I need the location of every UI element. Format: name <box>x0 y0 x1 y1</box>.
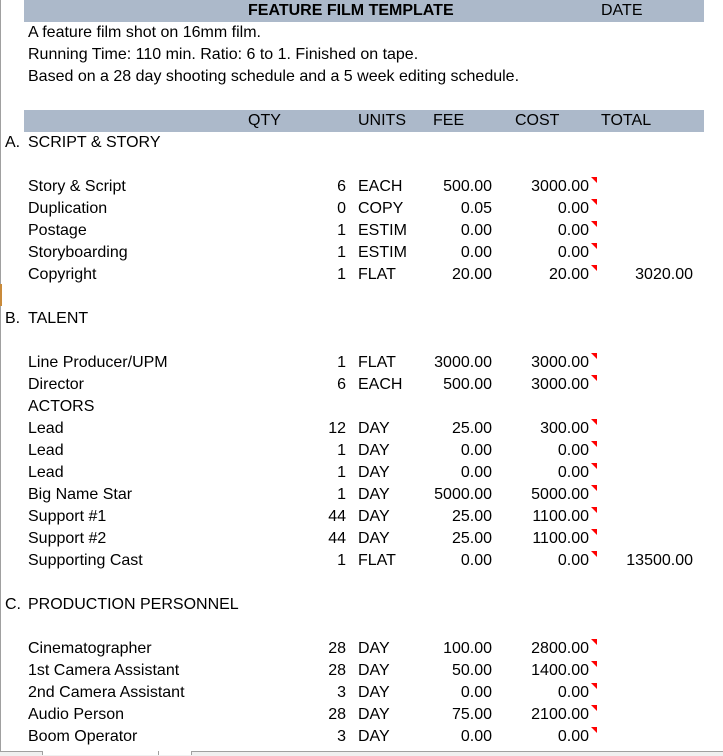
line-item-units[interactable]: EACH <box>358 376 403 393</box>
line-item-cost[interactable]: 2800.00 <box>531 640 589 657</box>
line-item-units[interactable]: DAY <box>358 508 390 525</box>
line-item-fee[interactable]: 0.00 <box>460 222 492 239</box>
line-item-units[interactable]: DAY <box>358 442 390 459</box>
line-item-total[interactable] <box>600 704 693 726</box>
comment-indicator-icon[interactable] <box>591 551 597 557</box>
line-item-name[interactable]: Audio Person <box>28 706 125 723</box>
line-item-total[interactable] <box>600 638 693 660</box>
line-item-qty[interactable]: 1 <box>337 222 346 239</box>
description-line-2[interactable]: Running Time: 110 min. Ratio: 6 to 1. Finished on tape. <box>28 46 419 63</box>
line-item-cost[interactable]: 0.00 <box>557 244 589 261</box>
line-item-units[interactable]: ESTIM <box>358 222 407 239</box>
line-item-fee[interactable]: 0.00 <box>460 552 492 569</box>
column-header-fee[interactable]: FEE <box>433 112 465 129</box>
comment-indicator-icon[interactable] <box>591 639 597 645</box>
line-item-total[interactable]: 13500.00 <box>626 552 693 569</box>
line-item-cost[interactable]: 1400.00 <box>531 662 589 679</box>
comment-indicator-icon[interactable] <box>591 727 597 733</box>
line-item-qty[interactable]: 6 <box>337 178 346 195</box>
line-item-qty[interactable]: 28 <box>328 640 346 657</box>
line-item-name[interactable]: 1st Camera Assistant <box>28 662 180 679</box>
line-item-qty[interactable]: 1 <box>337 464 346 481</box>
line-item-units[interactable]: FLAT <box>358 552 396 569</box>
comment-indicator-icon[interactable] <box>591 463 597 469</box>
line-item-cost[interactable]: 0.00 <box>557 464 589 481</box>
sheet-tab[interactable] <box>42 751 160 755</box>
line-item-total[interactable] <box>600 440 693 462</box>
line-item-qty[interactable]: 3 <box>337 684 346 701</box>
comment-indicator-icon[interactable] <box>591 353 597 359</box>
line-item-fee[interactable]: 3000.00 <box>434 354 492 371</box>
line-item-total[interactable] <box>600 176 693 198</box>
comment-indicator-icon[interactable] <box>591 529 597 535</box>
row-selection-marker <box>0 284 2 306</box>
line-item-qty[interactable]: 1 <box>337 552 346 569</box>
comment-indicator-icon[interactable] <box>591 375 597 381</box>
comment-indicator-icon[interactable] <box>591 243 597 249</box>
line-item-cost[interactable]: 3000.00 <box>531 354 589 371</box>
line-item-qty[interactable]: 28 <box>328 662 346 679</box>
line-item-name[interactable]: Cinematographer <box>28 640 152 657</box>
line-item-fee[interactable]: 0.00 <box>460 464 492 481</box>
sheet-title[interactable]: FEATURE FILM TEMPLATE <box>248 2 454 19</box>
line-item-units[interactable]: EACH <box>358 178 403 195</box>
column-header-total[interactable]: TOTAL <box>601 112 652 129</box>
line-item-qty[interactable] <box>300 396 346 418</box>
line-item-units[interactable]: DAY <box>358 486 390 503</box>
line-item-units[interactable]: DAY <box>358 420 390 437</box>
line-item-total[interactable] <box>600 484 693 506</box>
line-item-name[interactable]: Supporting Cast <box>28 552 143 569</box>
line-item-qty[interactable]: 12 <box>328 420 346 437</box>
line-item-fee[interactable]: 20.00 <box>451 266 492 283</box>
line-item-fee[interactable]: 50.00 <box>451 662 492 679</box>
line-item-qty[interactable]: 1 <box>337 354 346 371</box>
description-line-3[interactable]: Based on a 28 day shooting schedule and a 5 week editing schedule. <box>28 68 520 85</box>
line-item-units[interactable]: ESTIM <box>358 244 407 261</box>
section-title[interactable]: PRODUCTION PERSONNEL <box>28 596 239 613</box>
line-item-total[interactable] <box>600 242 693 264</box>
line-item-cost[interactable]: 5000.00 <box>531 486 589 503</box>
line-item-fee[interactable]: 25.00 <box>451 530 492 547</box>
line-item-name[interactable]: Director <box>28 376 85 393</box>
line-item-name[interactable]: ACTORS <box>28 398 95 415</box>
line-item-name[interactable]: Big Name Star <box>28 486 133 503</box>
line-item-name[interactable]: Lead <box>28 420 64 437</box>
date-label[interactable]: DATE <box>601 2 643 19</box>
line-item-name[interactable]: Support #1 <box>28 508 107 525</box>
sheet-tab-2[interactable] <box>158 751 192 755</box>
line-item-name[interactable]: Duplication <box>28 200 108 217</box>
line-item-total[interactable]: 3020.00 <box>635 266 693 283</box>
line-item-total[interactable] <box>600 682 693 704</box>
line-item-fee[interactable]: 0.00 <box>460 684 492 701</box>
line-item-cost[interactable]: 20.00 <box>548 266 589 283</box>
line-item-total[interactable] <box>600 462 693 484</box>
comment-indicator-icon[interactable] <box>591 507 597 513</box>
line-item-units[interactable]: DAY <box>358 662 390 679</box>
line-item-fee[interactable]: 0.05 <box>460 200 492 217</box>
line-item-cost[interactable]: 0.00 <box>557 200 589 217</box>
line-item-fee[interactable]: 25.00 <box>451 420 492 437</box>
line-item-units[interactable]: DAY <box>358 464 390 481</box>
column-header-qty[interactable]: QTY <box>248 112 281 129</box>
line-item-fee[interactable]: 500.00 <box>443 178 492 195</box>
line-item-name[interactable]: Boom Operator <box>28 728 138 745</box>
line-item-cost[interactable]: 300.00 <box>540 420 589 437</box>
comment-indicator-icon[interactable] <box>591 441 597 447</box>
line-item-name[interactable]: Copyright <box>28 266 97 283</box>
line-item-fee[interactable]: 0.00 <box>460 728 492 745</box>
line-item-fee[interactable]: 25.00 <box>451 508 492 525</box>
line-item-units[interactable]: DAY <box>358 640 390 657</box>
line-item-name[interactable]: Lead <box>28 464 64 481</box>
line-item-cost[interactable]: 2100.00 <box>531 706 589 723</box>
comment-indicator-icon[interactable] <box>591 221 597 227</box>
line-item-qty[interactable]: 0 <box>337 200 346 217</box>
line-item-qty[interactable]: 44 <box>328 530 346 547</box>
line-item-total[interactable] <box>600 396 693 418</box>
line-item-name[interactable]: Support #2 <box>28 530 107 547</box>
comment-indicator-icon[interactable] <box>591 705 597 711</box>
line-item-total[interactable] <box>600 660 693 682</box>
line-item-fee[interactable]: 500.00 <box>443 376 492 393</box>
line-item-qty[interactable]: 44 <box>328 508 346 525</box>
section-letter[interactable]: A. <box>5 134 21 151</box>
comment-indicator-icon[interactable] <box>591 661 597 667</box>
line-item-qty[interactable]: 1 <box>337 244 346 261</box>
line-item-name[interactable]: Storyboarding <box>28 244 128 261</box>
line-item-total[interactable] <box>600 506 693 528</box>
line-item-cost[interactable]: 0.00 <box>557 684 589 701</box>
line-item-cost[interactable]: 1100.00 <box>532 508 589 525</box>
line-item-total[interactable] <box>600 418 693 440</box>
line-item-total[interactable] <box>600 374 693 396</box>
line-item-name[interactable]: 2nd Camera Assistant <box>28 684 185 701</box>
line-item-cost[interactable]: 0.00 <box>557 552 589 569</box>
line-item-units[interactable]: COPY <box>358 200 404 217</box>
line-item-fee[interactable]: 0.00 <box>460 442 492 459</box>
line-item-fee[interactable]: 5000.00 <box>434 486 492 503</box>
line-item-qty[interactable]: 28 <box>328 706 346 723</box>
sheet-left-border <box>0 0 1 755</box>
line-item-fee[interactable]: 75.00 <box>451 706 492 723</box>
line-item-total[interactable] <box>600 726 693 748</box>
line-item-units[interactable]: DAY <box>358 530 390 547</box>
section-title[interactable]: SCRIPT & STORY <box>28 134 161 151</box>
line-item-units[interactable]: DAY <box>358 706 390 723</box>
line-item-units[interactable]: DAY <box>358 684 390 701</box>
line-item-cost[interactable]: 0.00 <box>557 222 589 239</box>
comment-indicator-icon[interactable] <box>591 485 597 491</box>
column-header-units[interactable]: UNITS <box>358 112 406 129</box>
line-item-units[interactable]: DAY <box>358 728 390 745</box>
line-item-total[interactable] <box>600 528 693 550</box>
column-header-cost[interactable]: COST <box>515 112 560 129</box>
section-title[interactable]: TALENT <box>28 310 89 327</box>
line-item-name[interactable]: Lead <box>28 442 64 459</box>
comment-indicator-icon[interactable] <box>591 199 597 205</box>
line-item-cost[interactable]: 0.00 <box>557 728 589 745</box>
line-item-qty[interactable]: 1 <box>337 442 346 459</box>
line-item-cost[interactable] <box>500 396 589 418</box>
line-item-cost[interactable]: 1100.00 <box>532 530 589 547</box>
line-item-fee[interactable]: 100.00 <box>443 640 492 657</box>
comment-indicator-icon[interactable] <box>591 683 597 689</box>
section-letter[interactable]: B. <box>5 310 21 327</box>
line-item-qty[interactable]: 1 <box>337 486 346 503</box>
section-letter[interactable]: C. <box>5 596 21 613</box>
line-item-cost[interactable]: 3000.00 <box>531 376 589 393</box>
comment-indicator-icon[interactable] <box>591 265 597 271</box>
line-item-name[interactable]: Story & Script <box>28 178 126 195</box>
line-item-fee[interactable] <box>412 396 492 418</box>
line-item-cost[interactable]: 3000.00 <box>531 178 589 195</box>
comment-indicator-icon[interactable] <box>591 177 597 183</box>
line-item-cost[interactable]: 0.00 <box>557 442 589 459</box>
line-item-fee[interactable]: 0.00 <box>460 244 492 261</box>
line-item-name[interactable]: Line Producer/UPM <box>28 354 168 371</box>
line-item-qty[interactable]: 3 <box>337 728 346 745</box>
line-item-total[interactable] <box>600 220 693 242</box>
line-item-total[interactable] <box>600 352 693 374</box>
comment-indicator-icon[interactable] <box>591 419 597 425</box>
line-item-qty[interactable]: 6 <box>337 376 346 393</box>
line-item-qty[interactable]: 1 <box>337 266 346 283</box>
line-item-total[interactable] <box>600 198 693 220</box>
line-item-name[interactable]: Postage <box>28 222 87 239</box>
line-item-units[interactable]: FLAT <box>358 354 396 371</box>
description-line-1[interactable]: A feature film shot on 16mm film. <box>28 24 261 41</box>
line-item-units[interactable]: FLAT <box>358 266 396 283</box>
